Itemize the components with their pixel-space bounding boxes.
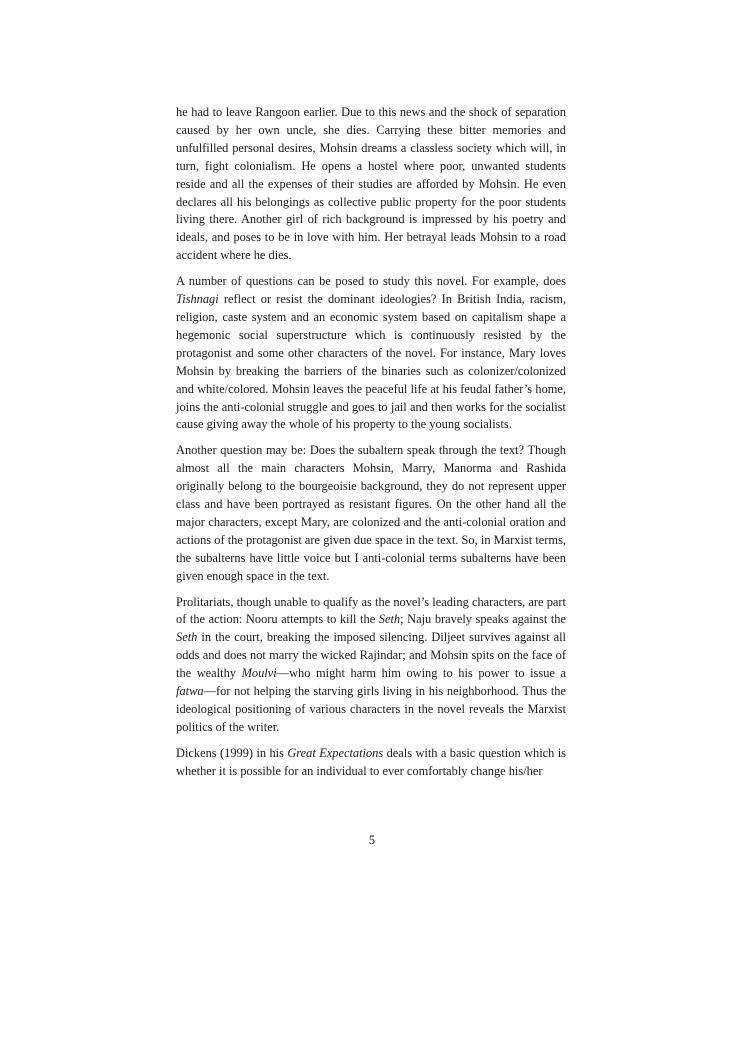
italic-term: Seth (378, 612, 401, 627)
body-text (176, 104, 566, 781)
text-run: Dickens (1999) in his (176, 745, 288, 760)
page-number: 5 (368, 833, 376, 847)
text-run: Another question may be: Does the subaltern speak through the text? Though almost all the main characters Mohsin, Marry, Manorma and Rashida originally belong to the bourgeoisie background, they do not represent upper class and have been portrayed as resistant figures. On the other hand all the major characters, except Mary, are colonized and the anti-colonial oration and actions of the protagonist are given due space in the text. So, in Marxist terms, the subalterns have little voice but I anti-colonial terms subalterns have been given enough space in the text. (176, 443, 566, 583)
paragraph-1 (176, 104, 566, 265)
text-run: he had to leave Rangoon earlier. Due to this news and the shock of separation caused by her own uncle, she dies. Carrying these bitter memories and unfulfilled personal desires, Mohsin dreams a classless society which will, in turn, fight colonialism. He opens a hostel where poor, unwanted students reside and all the expenses of their studies are afforded by Mohsin. He even declares all his belongings as collective public property for the poor students living there. Another girl of rich background is impressed by his poetry and ideals, and poses to be in love with him. Her betrayal leads Mohsin to a road accident where he dies. (176, 105, 566, 263)
italic-term: Great Expectations (287, 745, 384, 760)
paragraph-2 (176, 273, 566, 434)
text-run: Prolitariats, though unable to qualify as the novel’s leading characters, are part of the action: Nooru attempts to kill the (176, 594, 566, 627)
italic-term: fatwa (176, 684, 204, 699)
text-run: deals with a basic question which is whether it is possible for an individual to ever comfortably change his/her (176, 745, 566, 778)
paragraph-4 (176, 594, 566, 737)
italic-term: Seth (176, 630, 198, 645)
text-run: ; Naju bravely speaks against the (400, 612, 566, 627)
paragraph-3 (176, 442, 566, 585)
paragraph-5 (176, 745, 566, 781)
italic-term: Moulvi (241, 666, 277, 681)
document-page (176, 104, 566, 789)
text-run: in the court, breaking the imposed silencing. Diljeet survives against all odds and does not marry the wicked Rajindar; and Mohsin spits on the face of the wealthy (176, 630, 566, 681)
text-run: —for not helping the starving girls living in his neighborhood. Thus the ideological positioning of various characters in the novel reveals the Marxist politics of the writer. (176, 684, 566, 734)
text-run: reflect or resist the dominant ideologies? In British India, racism, religion, caste system and an economic system based on capitalism shape a hegemonic social superstructure which is continuously resisted by the protagonist and some other characters of the novel. For instance, Mary loves Mohsin by breaking the barriers of the binaries such as colonizer/colonized and white/colored. Mohsin leaves the peaceful life at his feudal father’s home, joins the anti-colonial struggle and goes to jail and then works for the socialist cause giving away the whole of his property to the young socialists. (176, 292, 566, 432)
italic-term: Tishnagi (176, 292, 219, 307)
text-run: A number of questions can be posed to study this novel. For example, does (176, 274, 566, 289)
text-run: —who might harm him owing to his power to issue a (276, 666, 566, 681)
